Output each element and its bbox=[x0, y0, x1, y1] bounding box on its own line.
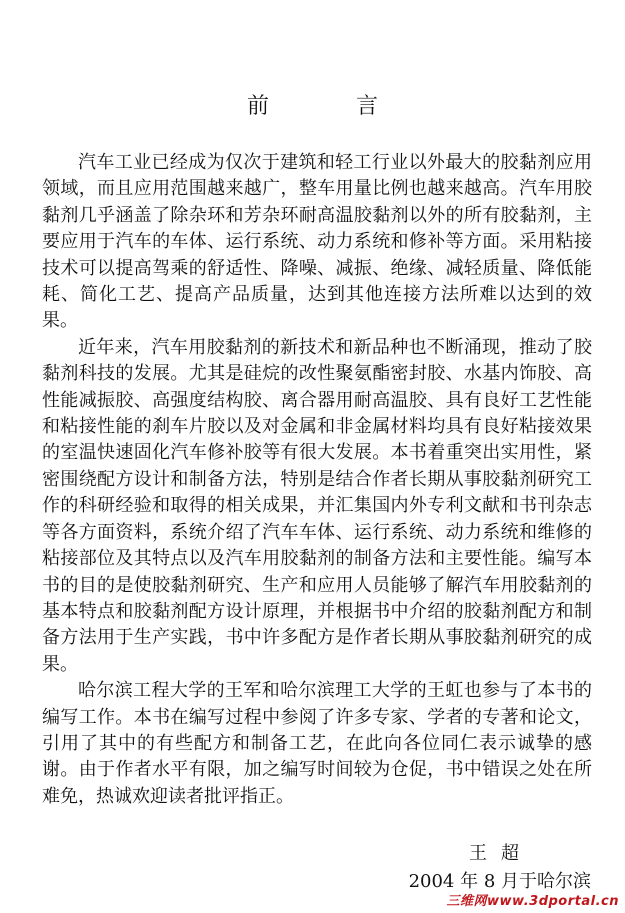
signature-block bbox=[331, 840, 591, 896]
signature-date: 2004 年 8 月于哈尔滨 bbox=[408, 871, 591, 892]
page-title: 前 言 bbox=[247, 94, 418, 119]
document-body bbox=[42, 150, 592, 810]
paragraph: 哈尔滨工程大学的王军和哈尔滨理工大学的王虹也参与了本书的编写工作。本书在编写过程中参阅了许多专家、学者的专著和论文，引用了其中的有些配方和制备工艺，在此向各位同仁表示诚挚的感谢。由于作者水平有限，加之编写时间较为仓促，书中错误之处在所难免，热诚欢迎读者批评指正。 bbox=[42, 680, 592, 807]
paragraph: 近年来，汽车用胶黏剂的新技术和新品种也不断涌现，推动了胶黏剂科技的发展。尤其是硅烷的改性聚氨酯密封胶、水基内饰胶、高性能减振胶、高强度结构胶、离合器用耐高温胶、具有良好工艺性能和粘接性能的刹车片胶以及对金属和非金属材料均具有良好粘接效果的室温快速固化汽车修补胶等有很大发展。本书着重突出实用性，紧密围绕配方设计和制备方法，特别是结合作者长期从事胶黏剂研究工作的科研经验和取得的相关成果，并汇集国内外专利文献和书刊杂志等各方面资料，系统介绍了汽车车体、运行系统、动力系统和维修的粘接部位及其特点以及汽车用胶黏剂的制备方法和主要性能。编写本书的目的是使胶黏剂研究、生产和应用人员能够了解汽车用胶黏剂的基本特点和胶黏剂配方设计原理，并根据书中介绍的胶黏剂配方和制备方法用于生产实践，书中许多配方是作者长期从事胶黏剂研究的成果。 bbox=[42, 336, 592, 675]
watermark: 三维网www.3dportal.cn bbox=[446, 894, 619, 909]
paragraph: 汽车工业已经成为仅次于建筑和轻工行业以外最大的胶黏剂应用领域，而且应用范围越来越广，整车用量比例也越来越高。汽车用胶黏剂几乎涵盖了除杂环和芳杂环耐高温胶黏剂以外的所有胶黏剂，主要应用于汽车的车体、运行系统、动力系统和修补等方面。采用粘接技术可以提高驾乘的舒适性、降噪、减振、绝缘、减轻质量、降低能耗、简化工艺、提高产品质量，达到其他连接方法所难以达到的效果。 bbox=[42, 152, 592, 332]
author-name: 王超 bbox=[469, 843, 533, 864]
